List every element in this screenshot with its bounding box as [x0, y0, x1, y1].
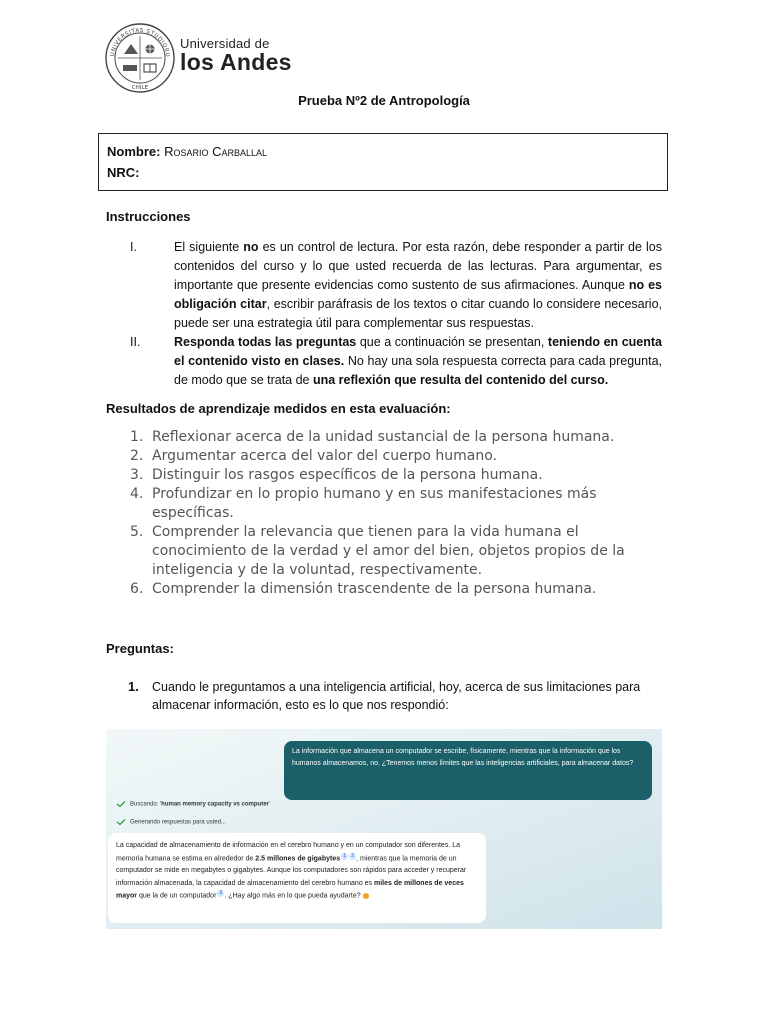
instruction-number: II.: [130, 335, 141, 349]
question-number: 1.: [128, 679, 139, 694]
outcomes-list: [130, 428, 650, 599]
status-generating: Generando respuestas para usted...: [116, 819, 226, 826]
exam-title: Prueba Nº2 de Antropología: [298, 93, 470, 108]
ai-chat-screenshot: [106, 729, 662, 929]
outcomes-heading: Resultados de aprendizaje medidos en esta evaluación:: [106, 401, 451, 416]
university-seal-logo: [104, 10, 176, 102]
question-text: Cuando le preguntamos a una inteligencia artificial, hoy, acerca de sus limitaciones para almacenar información, esto es lo que nos respondió:: [152, 680, 641, 712]
list-item: 2. Argumentar acerca del valor del cuerpo humano.: [130, 448, 497, 464]
list-item: 5. Comprender la relevancia que tienen para la vida humana el conocimiento de la verdad y el amor del bien, objetos propios de la inteligencia y de la voluntad, respectivamente.: [130, 524, 625, 578]
svg-text:UNIVERSITAS STUDIORUM ANDINENS: [104, 10, 170, 58]
instruction-text: El siguiente no es un control de lectura. Por esta razón, debe responder a partir de los contenidos del curso y lo que usted recuerda de las lecturas. Para argumentar, es importante que presente evidencias como sustento de sus afirmaciones. Aunque no es obligación citar, escribir paráfrasis de los textos o citar cuando lo considere necesario, puede ser una estrategia útil para complementar sus respuestas.: [174, 240, 662, 330]
smile-emoji-icon: [363, 893, 369, 899]
citation-badge[interactable]: 3: [217, 890, 224, 897]
ai-answer-bubble: La capacidad de almacenamiento de información en el cerebro humano y en un computador son diferentes. La memoria humana se estima en alrededor de 2.5 millones de gigabytes 1 2 , mientras que la memoria de un computador se mide en megabytes o gigabytes. Aunque los computadores son rápidos para acceder y recuperar información almacenada, la capacidad de almacenamiento del cerebro humano es miles de millones de veces mayor que la de un computador 3 . ¿Hay algo más en lo que pueda ayudarte?: [108, 833, 486, 923]
list-item: 6. Comprender la dimensión trascendente de la persona humana.: [130, 581, 597, 597]
seal-text-top: UNIVERSITAS STUDIORU: [109, 27, 171, 58]
student-info-box: [98, 133, 668, 191]
list-item: 4. Profundizar en lo propio humano y en sus manifestaciones más específicas.: [130, 486, 597, 521]
list-item: 3. Distinguir los rasgos específicos de la persona humana.: [130, 467, 543, 483]
instruction-text: Responda todas las preguntas que a continuación se presentan, teniendo en cuenta el contenido visto en clases. No hay una sola respuesta correcta para cada pregunta, de modo que se trata de una reflexión que resulta del contenido del curso.: [174, 335, 663, 387]
questions-heading: Preguntas:: [106, 641, 174, 656]
check-icon: [116, 819, 126, 825]
instruction-number: I.: [130, 240, 137, 254]
name-row: [107, 144, 267, 159]
status-searching: Buscando: 'human memory capacity vs computer': [116, 801, 270, 808]
citation-badge[interactable]: 2: [349, 853, 356, 860]
nrc-label: NRC:: [107, 165, 140, 180]
seal-text-bottom: CHILE: [131, 85, 149, 91]
seal-icon: [104, 10, 176, 102]
instructions-heading: Instrucciones: [106, 209, 191, 224]
check-icon: [116, 801, 126, 807]
university-name-line1: Universidad de: [180, 36, 270, 51]
name-value: Rosario Carballal: [164, 144, 268, 159]
name-label: Nombre:: [107, 144, 161, 159]
list-item: 1. Reflexionar acerca de la unidad sustancial de la persona humana.: [130, 429, 615, 445]
university-name-line2: los Andes: [180, 49, 292, 75]
user-message-bubble: La información que almacena un computador se escribe, físicamente, mientras que la información que los humanos almacenamos, no. ¿Tenemos menos límites que las inteligencias artificiales, para almacenar datos?: [284, 741, 652, 800]
citation-badge[interactable]: 1: [341, 853, 348, 860]
